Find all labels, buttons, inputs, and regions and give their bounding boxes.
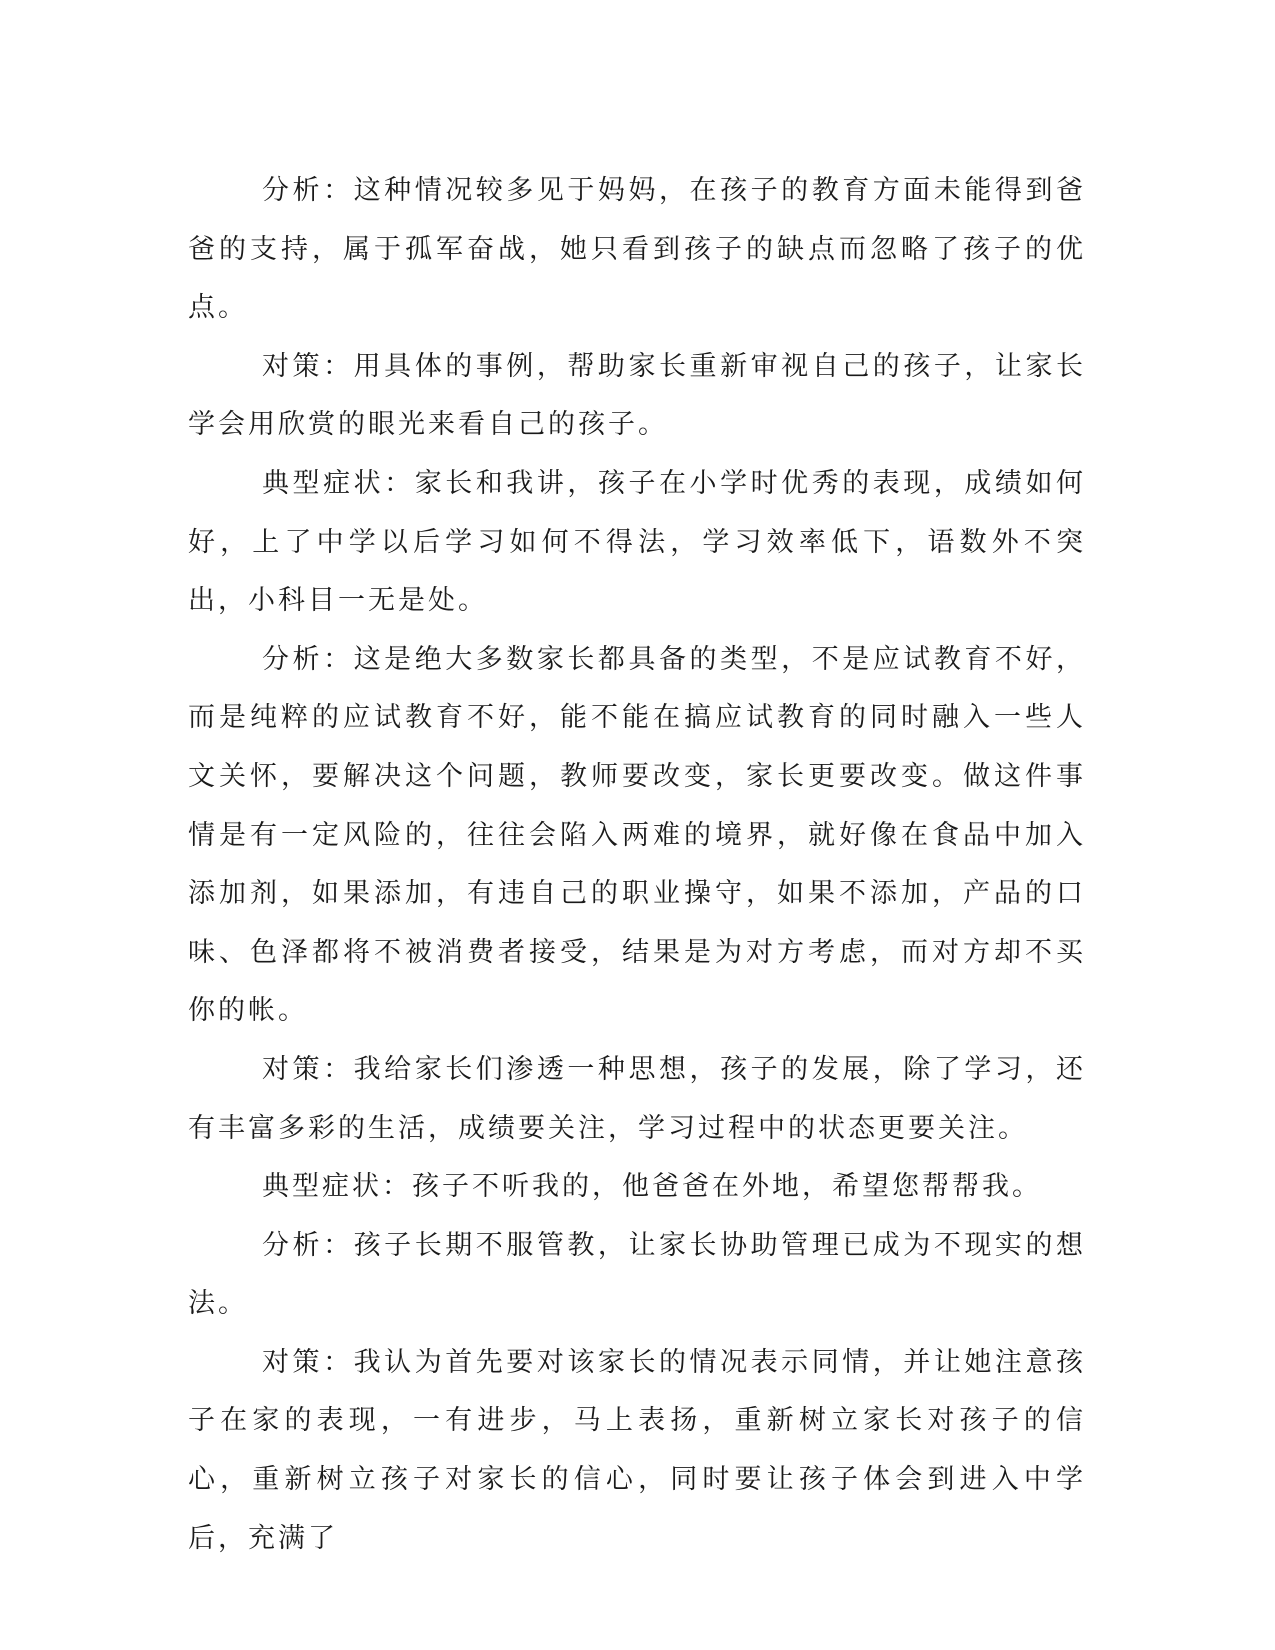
paragraph-strategy-2: 对策：我给家长们渗透一种思想，孩子的发展，除了学习，还有丰富多彩的生活，成绩要关注，学习过程中的状态更要关注。: [188, 1053, 1086, 1144]
paragraph-analysis-3: 分析：孩子长期不服管教，让家长协助管理已成为不现实的想法。: [188, 1229, 1086, 1320]
paragraph-symptom-2: 典型症状：家长和我讲，孩子在小学时优秀的表现，成绩如何好，上了中学以后学习如何不得法，学习效率低下，语数外不突出，小科目一无是处。: [188, 467, 1086, 617]
paragraph-analysis-1: 分析：这种情况较多见于妈妈，在孩子的教育方面未能得到爸爸的支持，属于孤军奋战，她只看到孩子的缺点而忽略了孩子的优点。: [188, 175, 1086, 324]
paragraph-analysis-2: 分析：这是绝大多数家长都具备的类型，不是应试教育不好，而是纯粹的应试教育不好，能不能在搞应试教育的同时融入一些人文关怀，要解决这个问题，教师要改变，家长更要改变。做这件事情是有一定风险的，往往会陷入两难的境界，就好像在食品中加入添加剂，如果添加，有违自己的职业操守，如果不添加，产品的口味、色泽都将不被消费者接受，结果是为对方考虑，而对方却不买你的帐。: [188, 643, 1086, 1027]
document-body: [188, 162, 1086, 1568]
paragraph-strategy-3: 对策：我认为首先要对该家长的情况表示同情，并让她注意孩子在家的表现，一有进步，马上表扬，重新树立家长对孩子的信心，重新树立孩子对家长的信心，同时要让孩子体会到进入中学后，充满了: [188, 1346, 1086, 1554]
paragraph-strategy-1: 对策：用具体的事例，帮助家长重新审视自己的孩子，让家长学会用欣赏的眼光来看自己的孩子。: [188, 350, 1086, 441]
paragraph-symptom-3: 典型症状：孩子不听我的，他爸爸在外地，希望您帮帮我。: [262, 1171, 1042, 1203]
